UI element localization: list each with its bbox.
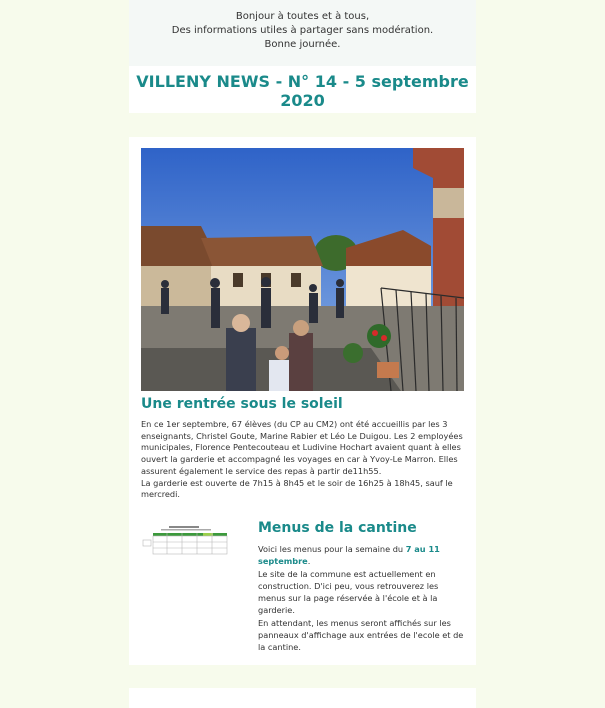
article-heading: Une rentrée sous le soleil (141, 396, 343, 412)
menu-dates: 7 au 11 septembre (258, 544, 440, 567)
menu-paragraph: Le site de la commune est actuellement en construction. D'ici peu, vous retrouverez les menus sur la page réservée à l'école et à la garderie. (258, 568, 439, 616)
menu-paragraph: En attendant, les menus seront affichés sur les panneaux d'affichage aux entrées de l'ecole et de la cantine. (258, 617, 464, 653)
article-paragraph: La garderie est ouverte de 7h15 à 8h45 et le soir de 16h25 à 18h45, sauf le mercredi. (141, 477, 453, 500)
greeting-line: Bonne journée. (264, 39, 341, 50)
content-card (129, 137, 476, 665)
title-line: 2020 (280, 91, 325, 110)
greeting-block (129, 0, 476, 66)
menu-heading: Menus de la cantine (258, 520, 417, 536)
menu-intro-end: . (307, 556, 311, 567)
menu-body (258, 543, 468, 654)
menu-table-thumbnail[interactable] (141, 525, 229, 557)
article-body (141, 419, 466, 501)
title-line: VILLENY NEWS - N° 14 - 5 septembre (136, 72, 469, 91)
article-paragraph: En ce 1er septembre, 67 élèves (du CP au CM2) ont été accueillis par les 3 enseignants, Christel Goute, Marine Rabier et Léo Le Duigou. Les 2 employées municipales, Florence Pentecouteau et Ludivine Hochart avaient quant à elles ouvert la garderie et accompagné les voyages en car à Yvoy-Le Marron. Elles assurent également le service des repas à partir de11h55. (141, 419, 463, 476)
school-courtyard-photo[interactable] (141, 148, 464, 391)
newsletter-title-box (129, 66, 476, 113)
next-card (129, 688, 476, 708)
greeting-line: Des informations utiles à partager sans modération. (171, 25, 434, 36)
menu-intro: Voici les menus pour la semaine du (258, 544, 406, 554)
greeting-line: Bonjour à toutes et à tous, (235, 11, 370, 22)
newsletter-title (129, 66, 476, 110)
